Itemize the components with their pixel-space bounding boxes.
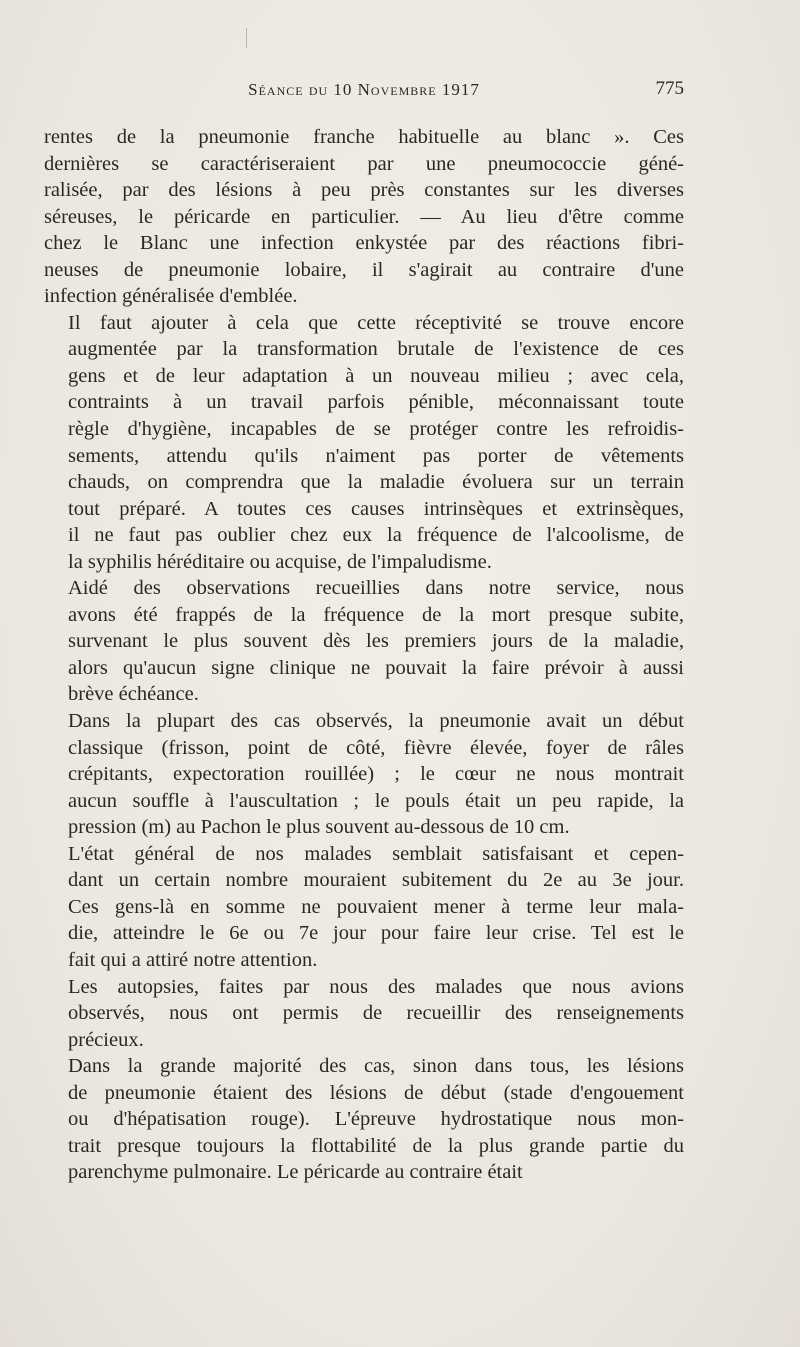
text-line: augmentée par la transformation brutale de l'existence de ces — [68, 338, 684, 361]
text-line: règle d'hygiène, incapables de se protéger contre les refroidis- — [68, 418, 684, 441]
text-line: chauds, on comprendra que la maladie évoluera sur un terrain — [68, 471, 684, 494]
text-line: parenchyme pulmonaire. Le péricarde au contraire était — [68, 1161, 523, 1184]
text-line: séreuses, le péricarde en particulier. — Au lieu d'être comme — [44, 205, 684, 228]
text-line: trait presque toujours la flottabilité de la plus grande partie du — [68, 1134, 684, 1157]
text-line: contraints à un travail parfois pénible, méconnaissant toute — [68, 391, 684, 414]
paragraph — [44, 310, 684, 575]
paragraph — [44, 841, 684, 974]
text-line: Ces gens-là en somme ne pouvaient mener à terme leur mala- — [68, 895, 684, 918]
text-line: tout préparé. A toutes ces causes intrinsèques et extrinsèques, — [68, 497, 684, 520]
page-mark — [246, 28, 247, 48]
text-line: gens et de leur adaptation à un nouveau milieu ; avec cela, — [68, 364, 684, 387]
text-line: classique (frisson, point de côté, fièvre élevée, foyer de râles — [68, 736, 684, 759]
text-line: alors qu'aucun signe clinique ne pouvait la faire prévoir à aussi — [68, 656, 684, 679]
paragraph — [44, 974, 684, 1054]
text-line: neuses de pneumonie lobaire, il s'agirait au contraire d'une — [44, 258, 684, 281]
text-line: précieux. — [68, 1028, 144, 1051]
paragraph — [44, 1053, 684, 1186]
text-line: die, atteindre le 6e ou 7e jour pour faire leur crise. Tel est le — [68, 922, 684, 945]
text-line: dernières se caractériseraient par une pneumococcie géné- — [44, 152, 684, 175]
text-line: Dans la grande majorité des cas, sinon dans tous, les lésions — [68, 1055, 684, 1078]
text-line: Dans la plupart des cas observés, la pneumonie avait un début — [68, 710, 684, 733]
running-head-title: Séance du 10 Novembre 1917 — [248, 80, 480, 99]
text-line: sements, attendu qu'ils n'aiment pas porter de vêtements — [68, 444, 684, 467]
text-line: Les autopsies, faites par nous des malades que nous avions — [68, 975, 684, 998]
text-line: fait qui a attiré notre attention. — [68, 948, 318, 971]
text-line: la syphilis héréditaire ou acquise, de l'impaludisme. — [68, 550, 492, 573]
text-line: L'état général de nos malades semblait satisfaisant et cepen- — [68, 842, 684, 865]
text-line: infection généralisée d'emblée. — [44, 285, 298, 308]
paragraph — [44, 575, 684, 708]
text-line: il ne faut pas oublier chez eux la fréquence de l'alcoolisme, de — [68, 524, 684, 547]
paragraph — [44, 708, 684, 841]
text-line: crépitants, expectoration rouillée) ; le cœur ne nous montrait — [68, 763, 684, 786]
text-line: Il faut ajouter à cela que cette réceptivité se trouve encore — [68, 311, 684, 334]
paragraph — [44, 124, 684, 310]
text-line: de pneumonie étaient des lésions de début (stade d'engouement — [68, 1081, 684, 1104]
page-number: 775 — [655, 78, 684, 99]
text-line: ou d'hépatisation rouge). L'épreuve hydrostatique nous mon- — [68, 1108, 684, 1131]
text-line: brève échéance. — [68, 683, 199, 706]
text-line: avons été frappés de la fréquence de la mort presque subite, — [68, 603, 684, 626]
text-line: ralisée, par des lésions à peu près constantes sur les diverses — [44, 179, 684, 202]
body-text — [44, 124, 684, 1186]
text-line: survenant le plus souvent dès les premiers jours de la maladie, — [68, 630, 684, 653]
text-line: rentes de la pneumonie franche habituelle au blanc ». Ces — [44, 126, 684, 148]
text-line: aucun souffle à l'auscultation ; le pouls était un peu rapide, la — [68, 789, 684, 812]
text-line: Aidé des observations recueillies dans notre service, nous — [68, 577, 684, 600]
text-line: observés, nous ont permis de recueillir des renseignements — [68, 1002, 684, 1025]
text-line: chez le Blanc une infection enkystée par des réactions fibri- — [44, 232, 684, 255]
text-line: pression (m) au Pachon le plus souvent au-dessous de 10 cm. — [68, 816, 570, 839]
running-head — [44, 74, 684, 104]
text-line: dant un certain nombre mouraient subitement du 2e au 3e jour. — [68, 869, 684, 892]
